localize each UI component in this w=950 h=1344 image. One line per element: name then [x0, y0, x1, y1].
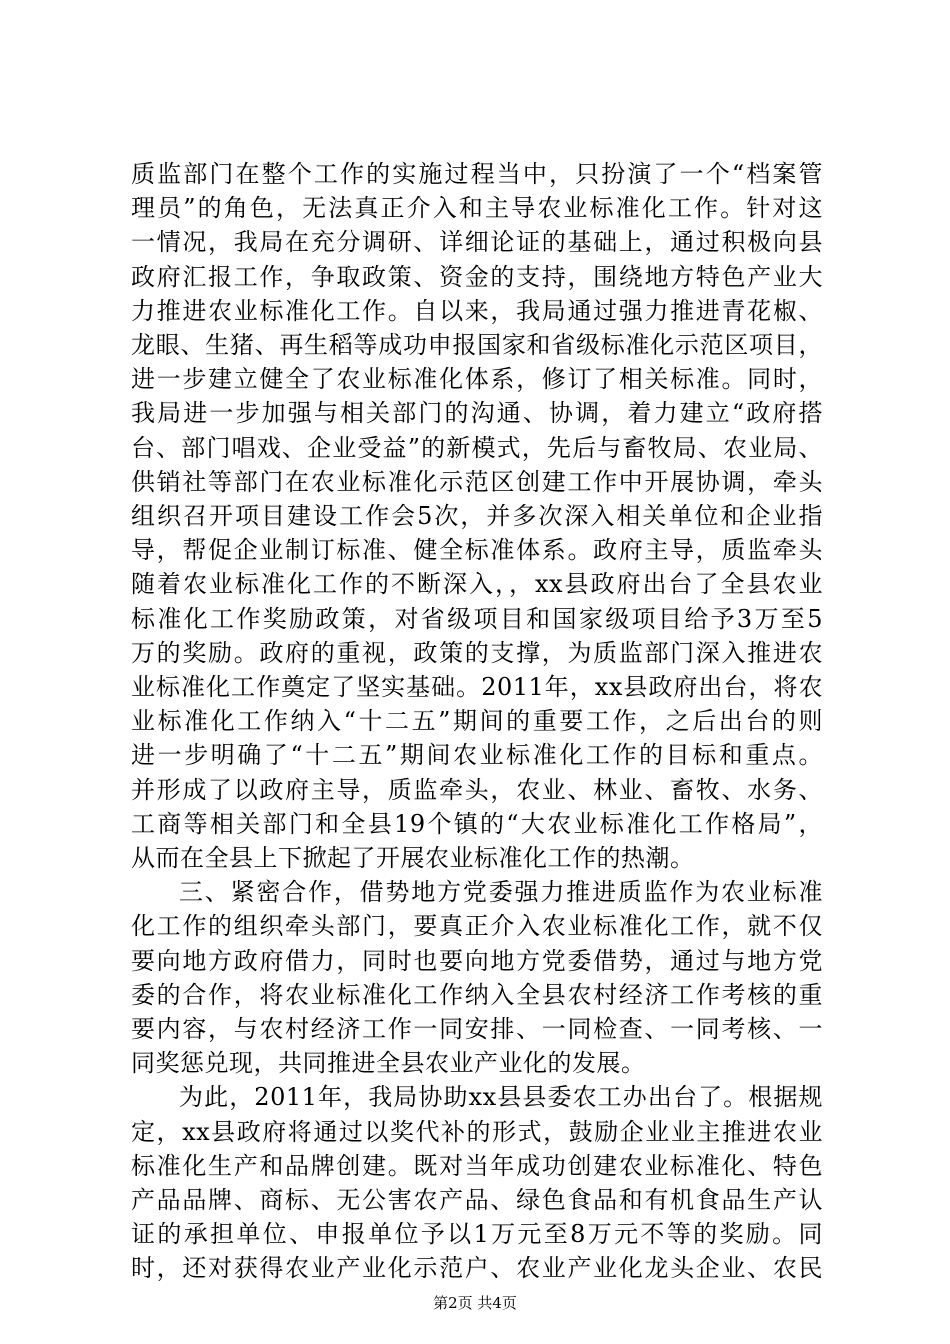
text-line: 供销社等部门在农业标准化示范区创建工作中开展协调，牵头 — [131, 467, 823, 496]
text-line: 标准化工作奖励政策，对省级项目和国家级项目给予3万至5 — [131, 604, 823, 633]
text-line: 时，还对获得农业产业化示范户、农业产业化龙头企业、农民 — [131, 1254, 823, 1283]
text-line: 证的承担单位、申报单位予以1万元至8万元不等的奖励。同 — [131, 1220, 823, 1249]
text-line: 随着农业标准化工作的不断深入，，xx县政府出台了全县农业 — [131, 570, 823, 599]
text-line: 万的奖励。政府的重视，政策的支撑，为质监部门深入推进农 — [131, 638, 823, 667]
text-line: 进一步建立健全了农业标准化体系，修订了相关标准。同时， — [131, 365, 823, 394]
text-line: 同奖惩兑现，共同推进全县农业产业化的发展。 — [131, 1049, 646, 1078]
text-line: 台、部门唱戏、企业受益”的新模式，先后与畜牧局、农业局、 — [131, 433, 823, 462]
page-number-footer: 第2页 共4页 — [433, 1294, 517, 1312]
text-line: 质监部门在整个工作的实施过程当中，只扮演了一个“档案管 — [131, 160, 823, 188]
text-line: 政府汇报工作，争取政策、资金的支持，围绕地方特色产业大 — [131, 262, 823, 291]
text-line: 我局进一步加强与相关部门的沟通、协调，着力建立“政府搭 — [131, 399, 823, 428]
text-line: 定，xx县政府将通过以奖代补的形式，鼓励企业业主推进农业 — [131, 1117, 823, 1146]
text-line: 业标准化工作纳入“十二五”期间的重要工作，之后出台的则 — [131, 707, 823, 736]
text-line: 工商等相关部门和全县19个镇的“大农业标准化工作格局”， — [131, 809, 823, 838]
text-line: 组织召开项目建设工作会5次，并多次深入相关单位和企业指 — [131, 502, 823, 530]
text-line: 理员”的角色，无法真正介入和主导农业标准化工作。针对这 — [131, 194, 823, 223]
paragraph-first-line: 为此，2011年，我局协助xx县县委农工办出台了。根据规 — [179, 1083, 823, 1112]
text-line: 产品品牌、商标、无公害农产品、绿色食品和有机食品生产认 — [131, 1186, 823, 1214]
paragraph-first-line: 三、紧密合作，借势地方党委强力推进质监作为农业标准 — [179, 878, 823, 907]
text-line: 并形成了以政府主导，质监牵头，农业、林业、畜牧、水务、 — [131, 775, 823, 804]
text-line: 业标准化工作奠定了坚实基础。2011年，xx县政府出台，将农 — [131, 673, 823, 701]
text-line: 力推进农业标准化工作。自以来，我局通过强力推进青花椒、 — [131, 296, 823, 325]
text-line: 从而在全县上下掀起了开展农业标准化工作的热潮。 — [131, 844, 695, 872]
text-line: 进一步明确了“十二五”期间农业标准化工作的目标和重点。 — [131, 741, 823, 770]
text-line: 龙眼、生猪、再生稻等成功申报国家和省级标准化示范区项目， — [131, 331, 823, 359]
text-line: 要向地方政府借力，同时也要向地方党委借势，通过与地方党 — [131, 946, 823, 975]
text-line: 一情况，我局在充分调研、详细论证的基础上，通过积极向县 — [131, 228, 823, 257]
text-line: 导，帮促企业制订标准、健全标准体系。政府主导，质监牵头 — [131, 536, 823, 565]
text-line: 化工作的组织牵头部门，要真正介入农业标准化工作，就不仅 — [131, 912, 823, 941]
text-line: 委的合作，将农业标准化工作纳入全县农村经济工作考核的重 — [131, 980, 823, 1009]
text-line: 标准化生产和品牌创建。既对当年成功创建农业标准化、特色 — [131, 1151, 823, 1180]
text-line: 要内容，与农村经济工作一同安排、一同检查、一同考核、一 — [131, 1015, 823, 1043]
